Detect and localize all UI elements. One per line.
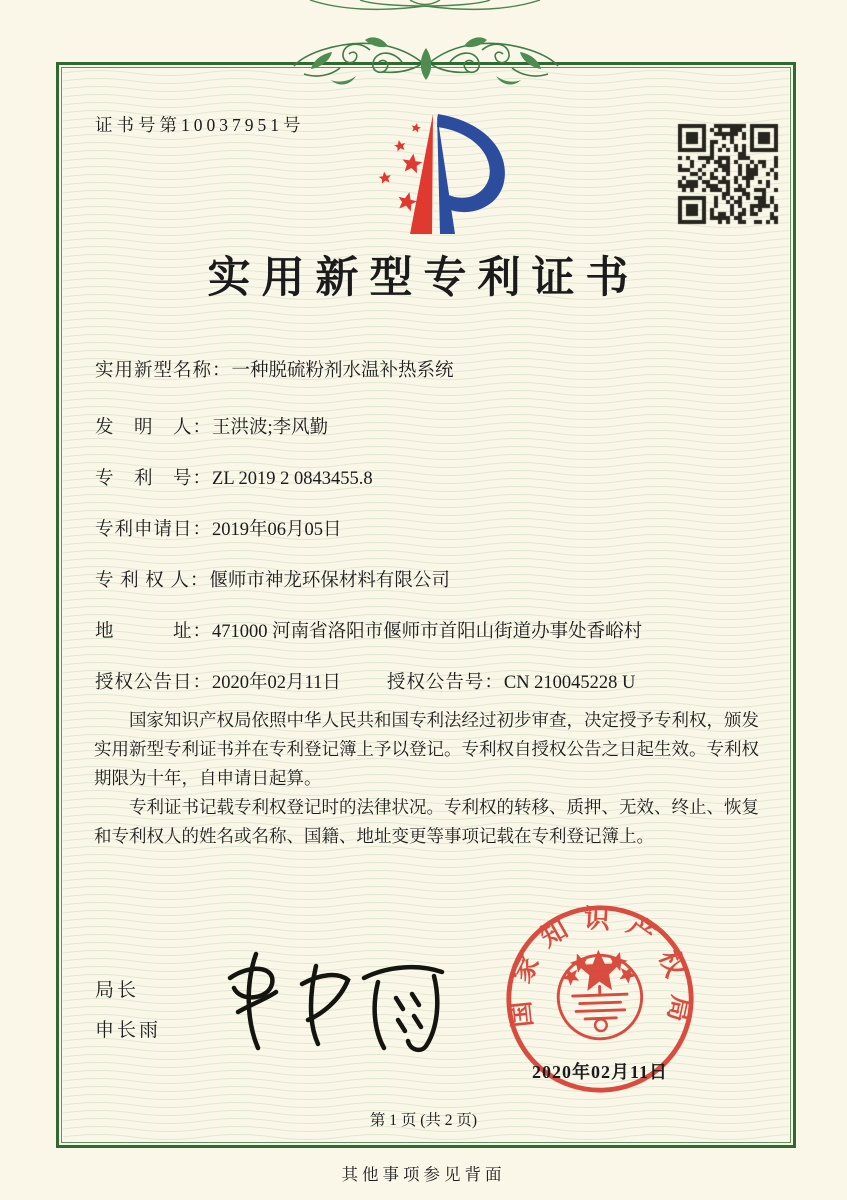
- field-value: 王洪波;李风勤: [212, 418, 329, 438]
- field-label: 授权公告日：: [95, 673, 213, 693]
- field-label: 实用新型名称：: [95, 361, 232, 381]
- director-title: 局长: [95, 980, 140, 1001]
- field-value: 2019年06月05日: [212, 520, 342, 540]
- field-row-filing-date: [95, 515, 342, 541]
- field-label: 专 利 权 人：: [95, 571, 210, 591]
- grant-paragraph: 国家知识产权局依照中华人民共和国专利法经过初步审查，决定授予专利权，颁发实用新型专利证书并在专利登记簿上予以登记。专利权自授权公告之日起生效。专利权期限为十年，自申请日起算。: [94, 710, 759, 788]
- logo-blue-stripe: [437, 114, 455, 234]
- field-label: 专利申请日：: [95, 520, 213, 540]
- field-value: CN 210045228 U: [503, 673, 636, 693]
- cnipa-logo: [352, 106, 517, 244]
- register-paragraph: 专利证书记载专利权登记时的法律状况。专利权的转移、质押、无效、终止、恢复和专利权人的姓名或名称、国籍、地址变更等事项记载在专利登记簿上。: [94, 796, 759, 846]
- field-row-name: [95, 356, 454, 382]
- field-row-address: [95, 617, 642, 643]
- field-row-patent-no: [95, 464, 373, 490]
- back-note: 其他事项参见背面: [341, 1165, 506, 1184]
- certificate-title: 实用新型专利证书: [207, 255, 640, 302]
- qr-code: [676, 122, 780, 226]
- field-row-inventor: [95, 413, 328, 439]
- director-signature: [212, 938, 462, 1066]
- field-label: 授权公告号：: [386, 673, 504, 693]
- certificate-number: 证书号第10037951号: [95, 115, 305, 135]
- seal-national-emblem: [557, 954, 643, 1040]
- field-row-grant: [95, 668, 635, 694]
- field-value: 一种脱硫粉剂水温补热系统: [231, 361, 454, 381]
- field-value: 偃师市神龙环保材料有限公司: [209, 571, 450, 591]
- seal-date: 2020年02月11日: [531, 1062, 668, 1082]
- field-label: 发 明 人：: [95, 418, 213, 438]
- seal-arc-text: 国家知识产权局: [504, 904, 696, 1039]
- field-label: 地 址：: [95, 622, 213, 642]
- field-label: 专 利 号：: [95, 469, 213, 489]
- director-name: 申长雨: [95, 1020, 162, 1041]
- page-indicator: 第 1 页 (共 2 页): [369, 1112, 478, 1129]
- field-value: ZL 2019 2 0843455.8: [212, 469, 373, 489]
- legal-text: [94, 706, 760, 850]
- field-value: 471000 河南省洛阳市偃师市首阳山街道办事处香峪村: [212, 622, 643, 642]
- top-edge-ornament: [300, 0, 550, 13]
- top-flourish-ornament: [292, 32, 560, 98]
- field-value: 2020年02月11日: [212, 673, 341, 693]
- logo-red-wedge: [410, 114, 433, 234]
- field-row-patentee: [95, 566, 450, 592]
- logo-stars: [378, 122, 423, 212]
- center-leaf: [421, 48, 432, 80]
